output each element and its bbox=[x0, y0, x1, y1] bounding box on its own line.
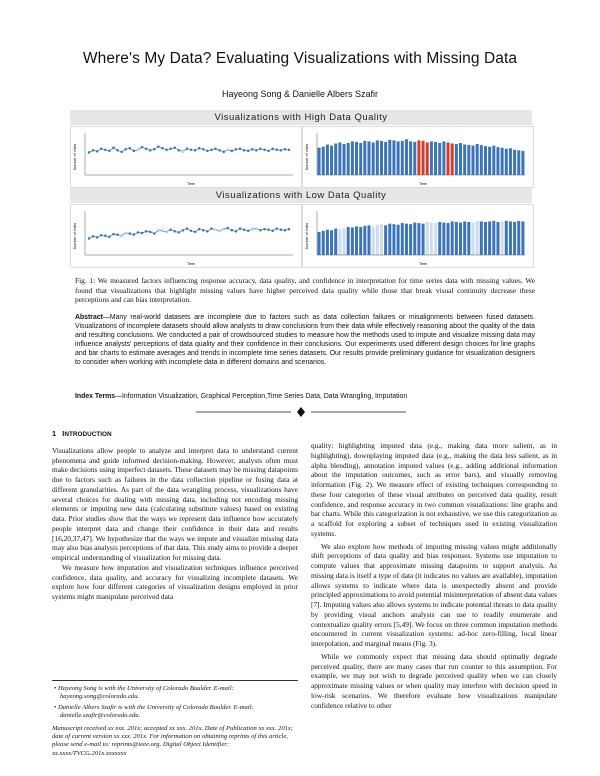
data-point bbox=[227, 227, 229, 229]
data-point bbox=[104, 235, 106, 237]
data-point bbox=[88, 237, 90, 239]
bar bbox=[405, 224, 408, 255]
data-point bbox=[276, 149, 278, 151]
imputed-point bbox=[165, 231, 167, 233]
bar bbox=[334, 229, 337, 255]
bar bbox=[318, 148, 321, 175]
abstract-label: Abstract bbox=[75, 314, 103, 321]
bar bbox=[417, 223, 420, 255]
bar bbox=[509, 148, 512, 175]
highlighted-bar bbox=[422, 141, 425, 175]
data-point bbox=[206, 230, 208, 232]
imputed-point bbox=[219, 230, 221, 232]
highlighted-bar bbox=[447, 142, 450, 175]
bar bbox=[368, 141, 371, 175]
bar bbox=[476, 144, 479, 175]
data-point bbox=[174, 147, 176, 149]
data-point bbox=[235, 148, 237, 150]
data-point bbox=[100, 148, 102, 150]
data-point bbox=[206, 150, 208, 152]
data-point bbox=[100, 234, 102, 236]
bar bbox=[347, 143, 350, 175]
bar bbox=[438, 222, 441, 255]
divider-diamond-icon bbox=[297, 407, 305, 417]
low-quality-line-chart bbox=[71, 205, 301, 267]
bar bbox=[472, 146, 475, 175]
bar bbox=[334, 144, 337, 176]
data-point bbox=[284, 148, 286, 150]
figure-caption: Fig. 1: We measured factors influencing response accuracy, data quality, and confidence in interpretation for time series data with missing values. We found that visualizations that highlight missing values have higher perceived data quality while those that break visual continuity decrease these perceptions and can bias interpretation. bbox=[75, 276, 535, 305]
axis-label-x: Time bbox=[419, 182, 427, 186]
data-point bbox=[153, 148, 155, 150]
data-point bbox=[288, 228, 290, 230]
axis-label-x: Time bbox=[187, 262, 195, 266]
data-point bbox=[149, 149, 151, 151]
bar bbox=[438, 143, 441, 175]
footnote: • Hayeong Song is with the University of Colorado Boulder. E-mail: hayeong.song@colorado.edu. bbox=[54, 685, 234, 701]
section-title-rest: NTRODUCTION bbox=[64, 431, 112, 438]
series-line bbox=[89, 147, 289, 153]
bar bbox=[368, 225, 371, 255]
bar bbox=[442, 141, 445, 175]
bar bbox=[467, 145, 470, 175]
data-point bbox=[92, 235, 94, 237]
bar bbox=[355, 142, 358, 175]
series-line bbox=[89, 228, 289, 239]
bar bbox=[484, 146, 487, 175]
data-point bbox=[170, 229, 172, 231]
bar bbox=[513, 150, 516, 175]
data-point bbox=[141, 232, 143, 234]
bar bbox=[455, 222, 458, 255]
data-point bbox=[210, 149, 212, 151]
bar bbox=[347, 227, 350, 255]
data-point bbox=[137, 231, 139, 233]
bar bbox=[459, 223, 462, 255]
bar bbox=[401, 141, 404, 175]
data-point bbox=[104, 149, 106, 151]
data-point bbox=[214, 148, 216, 150]
bar bbox=[480, 221, 483, 255]
data-point bbox=[259, 229, 261, 231]
bar bbox=[397, 141, 400, 175]
bar bbox=[409, 141, 412, 175]
imputed-point bbox=[137, 149, 139, 151]
data-point bbox=[243, 229, 245, 231]
data-point bbox=[112, 233, 114, 235]
data-point bbox=[145, 230, 147, 232]
bar bbox=[351, 141, 354, 175]
imputed-point bbox=[255, 228, 257, 230]
data-point bbox=[239, 228, 241, 230]
bar bbox=[513, 222, 516, 255]
bar bbox=[434, 142, 437, 175]
imputed-point bbox=[214, 229, 216, 231]
data-point bbox=[125, 148, 127, 150]
bar bbox=[359, 227, 362, 255]
low-quality-bar-panel bbox=[302, 204, 534, 268]
axis-label-x: Time bbox=[187, 182, 195, 186]
data-point bbox=[247, 230, 249, 232]
bar bbox=[492, 221, 495, 255]
data-point bbox=[251, 148, 253, 150]
data-point bbox=[149, 231, 151, 233]
data-point bbox=[288, 149, 290, 151]
faded-bar bbox=[434, 223, 437, 255]
data-point bbox=[133, 150, 135, 152]
bar bbox=[505, 149, 508, 175]
data-point bbox=[202, 229, 204, 231]
data-point bbox=[247, 150, 249, 152]
section-heading bbox=[52, 429, 298, 440]
data-point bbox=[255, 149, 257, 151]
data-point bbox=[284, 229, 286, 231]
left-column bbox=[52, 429, 298, 602]
bar bbox=[488, 147, 491, 175]
data-point bbox=[186, 228, 188, 230]
paragraph: Visualizations allow people to analyze and interpret data to understand current phenomena and guide informed decision-making. However, analysts often must make decisions using imperfect datasets. These datasets may be missing datapoints due to factors such as failures in the data collection pipeline or fusing data at different granularities. As part of the data wrangling process, visualizations have several choices for dealing with missing data, including not encoding missing elements or imputing new data (calculating substitute values) based on existing data. Prior studies show that the ways we represent data influence how accurately people interpret data and change their confidence in their data and results [16,20,37,47]. We hypothesize that the ways we impute and visualize missing data may also bias analysis perceptions of that data. This study aims to provide a deeper empirical understanding of visualization for missing data. bbox=[52, 445, 298, 562]
data-point bbox=[141, 146, 143, 148]
high-quality-line-panel bbox=[70, 126, 302, 188]
imputed-point bbox=[157, 229, 159, 231]
axis-label-y: Number of Visits bbox=[305, 143, 309, 171]
data-point bbox=[280, 229, 282, 231]
data-point bbox=[272, 230, 274, 232]
data-point bbox=[116, 234, 118, 236]
data-point bbox=[116, 149, 118, 151]
right-column bbox=[311, 441, 557, 710]
bar bbox=[326, 145, 329, 175]
imputed-point bbox=[125, 232, 127, 234]
data-point bbox=[161, 147, 163, 149]
data-point bbox=[129, 232, 131, 234]
abstract bbox=[75, 313, 535, 367]
data-point bbox=[259, 148, 261, 150]
data-point bbox=[276, 228, 278, 230]
bar bbox=[463, 145, 466, 175]
bar bbox=[330, 230, 333, 255]
data-point bbox=[194, 231, 196, 233]
data-point bbox=[174, 230, 176, 232]
bar bbox=[322, 147, 325, 175]
footnote-text: Hayeong Song is with the University of Colorado Boulder. E-mail: hayeong.song@colorado.edu. bbox=[57, 685, 234, 701]
high-quality-bar-chart bbox=[303, 127, 533, 187]
bar bbox=[363, 226, 366, 255]
data-point bbox=[231, 229, 233, 231]
data-point bbox=[263, 228, 265, 230]
faded-bar bbox=[472, 223, 475, 255]
bar bbox=[372, 142, 375, 175]
paper-title: Where's My Data? Evaluating Visualizations with Missing Data bbox=[82, 50, 518, 67]
bar bbox=[409, 224, 412, 255]
faded-bar bbox=[372, 226, 375, 255]
bar bbox=[359, 143, 362, 175]
bar bbox=[343, 144, 346, 175]
imputed-point bbox=[227, 149, 229, 151]
faded-bar bbox=[476, 221, 479, 255]
data-point bbox=[108, 236, 110, 238]
bar bbox=[376, 140, 379, 175]
data-point bbox=[182, 229, 184, 231]
figure-low-quality-label: Visualizations with Low Data Quality bbox=[70, 188, 532, 203]
bar bbox=[384, 142, 387, 175]
highlighted-bar bbox=[417, 140, 420, 175]
data-point bbox=[202, 148, 204, 150]
bar bbox=[496, 222, 499, 255]
bar bbox=[322, 231, 325, 255]
bar bbox=[405, 139, 408, 175]
bar bbox=[318, 232, 321, 255]
bar bbox=[463, 221, 466, 255]
data-point bbox=[129, 147, 131, 149]
bar bbox=[488, 221, 491, 255]
data-point bbox=[92, 149, 94, 151]
bar bbox=[455, 144, 458, 175]
bar bbox=[459, 143, 462, 175]
bar bbox=[380, 141, 383, 175]
bar bbox=[430, 141, 433, 175]
bar bbox=[338, 142, 341, 175]
footnote: • Danielle Albers Szafir is with the University of Colorado Boulder. E-mail: danielle.szafir@colorado.edu. bbox=[54, 703, 254, 720]
bar bbox=[442, 223, 445, 255]
bar bbox=[467, 222, 470, 255]
bar bbox=[492, 146, 495, 175]
data-point bbox=[267, 150, 269, 152]
data-point bbox=[239, 148, 241, 150]
bar bbox=[447, 223, 450, 255]
imputed-point bbox=[182, 150, 184, 152]
bar bbox=[413, 223, 416, 255]
data-point bbox=[165, 149, 167, 151]
low-quality-bar-chart bbox=[303, 205, 533, 267]
imputed-point bbox=[121, 235, 123, 237]
footnote-rule bbox=[52, 680, 298, 681]
index-terms bbox=[75, 392, 535, 401]
paragraph: We measure how imputation and visualization techniques influence perceived confidence, data quality, and accuracy for visualizing incomplete datasets. We explore how four different categories of visualization designs employed in prior systems might manipulate perceived data bbox=[52, 562, 298, 601]
faded-bar bbox=[380, 224, 383, 255]
data-point bbox=[190, 230, 192, 232]
data-point bbox=[145, 148, 147, 150]
low-quality-line-panel bbox=[70, 204, 302, 268]
bar bbox=[501, 148, 504, 175]
bar bbox=[484, 222, 487, 255]
bar bbox=[326, 230, 329, 255]
bar bbox=[521, 221, 524, 255]
bar bbox=[521, 151, 524, 175]
data-point bbox=[153, 232, 155, 234]
data-point bbox=[186, 148, 188, 150]
bar bbox=[397, 225, 400, 255]
abstract-text: —Many real-world datasets are incomplete due to factors such as data collection failures or misalignments between fused datasets. Visualizations of incomplete datasets should allow analysts to draw conclusions from their data while effectively reasoning about the quality of the data and resulting conclusions. We conducted a pair of crowdsourced studies to measure how the methods used to impute and visualize missing data may influence analysts' perceptions of data quality and their confidence in their conclusions. Our experiments used different design choices for line graphs and bar charts to estimate averages and trends in incomplete time series datasets. Our results provide preliminary guidance for visualization designers to consider when working with incomplete data in different domains and scenarios. bbox=[75, 314, 535, 366]
data-point bbox=[178, 149, 180, 151]
data-point bbox=[198, 228, 200, 230]
bar bbox=[388, 224, 391, 255]
faded-bar bbox=[426, 222, 429, 255]
manuscript-info: Manuscript received xx xxx. 201x; accepted xx xxx. 201x. Date of Publication xx xxx. 201x; date of current version xx xxx. 201x. For information on obtaining reprints of this article, please send e-mail to: reprints@ieee.org. Digital Object Identifier: xx.xxxx/TVCG.201x.xxxxxxx bbox=[52, 724, 294, 757]
data-point bbox=[194, 149, 196, 151]
data-point bbox=[198, 147, 200, 149]
bar bbox=[363, 141, 366, 175]
faded-bar bbox=[501, 221, 504, 255]
data-point bbox=[170, 148, 172, 150]
highlighted-bar bbox=[426, 142, 429, 175]
data-point bbox=[223, 151, 225, 153]
imputed-point bbox=[161, 230, 163, 232]
data-point bbox=[231, 150, 233, 152]
data-point bbox=[243, 149, 245, 151]
bar bbox=[505, 221, 508, 255]
high-quality-line-chart bbox=[71, 127, 301, 187]
data-point bbox=[190, 149, 192, 151]
section-title-initial: I bbox=[62, 429, 65, 438]
bar bbox=[351, 228, 354, 256]
high-quality-bar-panel bbox=[302, 126, 534, 188]
axis-label-y: Number of Visits bbox=[305, 222, 309, 250]
data-point bbox=[88, 151, 90, 153]
data-point bbox=[108, 150, 110, 152]
bar bbox=[388, 140, 391, 175]
highlighted-bar bbox=[451, 144, 454, 176]
paper-authors: Hayeong Song & Danielle Albers Szafir bbox=[221, 89, 379, 99]
data-point bbox=[267, 229, 269, 231]
bar bbox=[480, 145, 483, 175]
bar bbox=[413, 142, 416, 175]
bar bbox=[384, 225, 387, 255]
data-point bbox=[96, 150, 98, 152]
imputed-point bbox=[251, 228, 253, 230]
data-point bbox=[219, 149, 221, 151]
paragraph: We also explore how methods of imputing missing values might additionally shift perceptions of data quality and bias responses. Systems use imputation to compute values that approximate missing datapoints to support analysis. As missing data is itself a type of data (it indicates no values are available), imputation allows systems to indicate where data is unexpectedly absent and provide principled approximations to avoid potential misinterpretation of absent data values [7]. Imputing values also allows systems to indicate potential threats to data quality by providing visual anchors analysts can use to readily enumerate and contextualize quality errors [5,49]. We focus on three common imputation methods encountered in current visualization systems: ad-hoc zero-filling, local linear interpolation, and marginal means (Fig. 3). bbox=[311, 541, 557, 648]
bar bbox=[517, 150, 520, 175]
axis-label-y: Number of Visits bbox=[73, 222, 77, 250]
imputed-point bbox=[223, 228, 225, 230]
axis-label-x: Time bbox=[419, 262, 427, 266]
axis-label-y: Number of Visits bbox=[73, 143, 77, 171]
data-point bbox=[272, 148, 274, 150]
faded-bar bbox=[430, 223, 433, 255]
bar bbox=[330, 146, 333, 175]
data-point bbox=[235, 230, 237, 232]
bar bbox=[355, 226, 358, 255]
data-point bbox=[96, 236, 98, 238]
data-point bbox=[133, 234, 135, 236]
data-point bbox=[263, 149, 265, 151]
paragraph: quality: highlighting imputed data (e.g., making data more salient, as in highlighting), downplaying imputed data (e.g., making the data less salient, as in alpha blending), annotation imputed values (e.g., adding additional information about the imputation outcomes, such as error bars), and visually removing information (Fig. 2). We measure effect of existing techniques corresponding to these four categories of these visual attributes on perceived data quality, result confidence, and response accuracy in two common visualizations: line graphs and bar charts. While this categorization is not exhaustive, we use this categorization as a scaffold for exploring a subset of techniques used in existing visualization systems. bbox=[311, 441, 557, 538]
bar bbox=[496, 147, 499, 175]
data-point bbox=[178, 231, 180, 233]
bar bbox=[422, 224, 425, 255]
bar bbox=[392, 140, 395, 175]
bar bbox=[517, 221, 520, 255]
paragraph: While we commonly expect that missing data should optimally degrade perceived quality, there are many cases that run counter to this assumption. For example, we may not wish to degrade perceived quality when we can closely approximate missing values or when quality may interfere with decision speed in low-risk scenarios. We therefore evaluate how visualizations manipulate confidence relative to other bbox=[311, 651, 557, 710]
data-point bbox=[157, 146, 159, 148]
data-point bbox=[121, 151, 123, 153]
index-terms-text: —Information Visualization, Graphical Perception,Time Series Data, Data Wrangling, Imputation bbox=[115, 393, 408, 400]
index-terms-label: Index Terms bbox=[75, 393, 116, 400]
bar bbox=[392, 224, 395, 255]
data-point bbox=[210, 228, 212, 230]
faded-bar bbox=[338, 229, 341, 255]
bar bbox=[451, 221, 454, 255]
footnote-text: Danielle Albers Szafir is with the University of Colorado Boulder. E-mail: danielle.szafir@colorado.edu. bbox=[57, 703, 254, 720]
section-divider bbox=[196, 407, 406, 417]
data-point bbox=[280, 149, 282, 151]
faded-bar bbox=[343, 228, 346, 255]
bar bbox=[401, 223, 404, 255]
bar bbox=[509, 221, 512, 255]
figure-high-quality-label: Visualizations with High Data Quality bbox=[70, 110, 532, 125]
footnotes bbox=[52, 684, 298, 758]
section-number: 1 bbox=[52, 429, 57, 438]
data-point bbox=[112, 147, 114, 149]
faded-bar bbox=[376, 225, 379, 255]
